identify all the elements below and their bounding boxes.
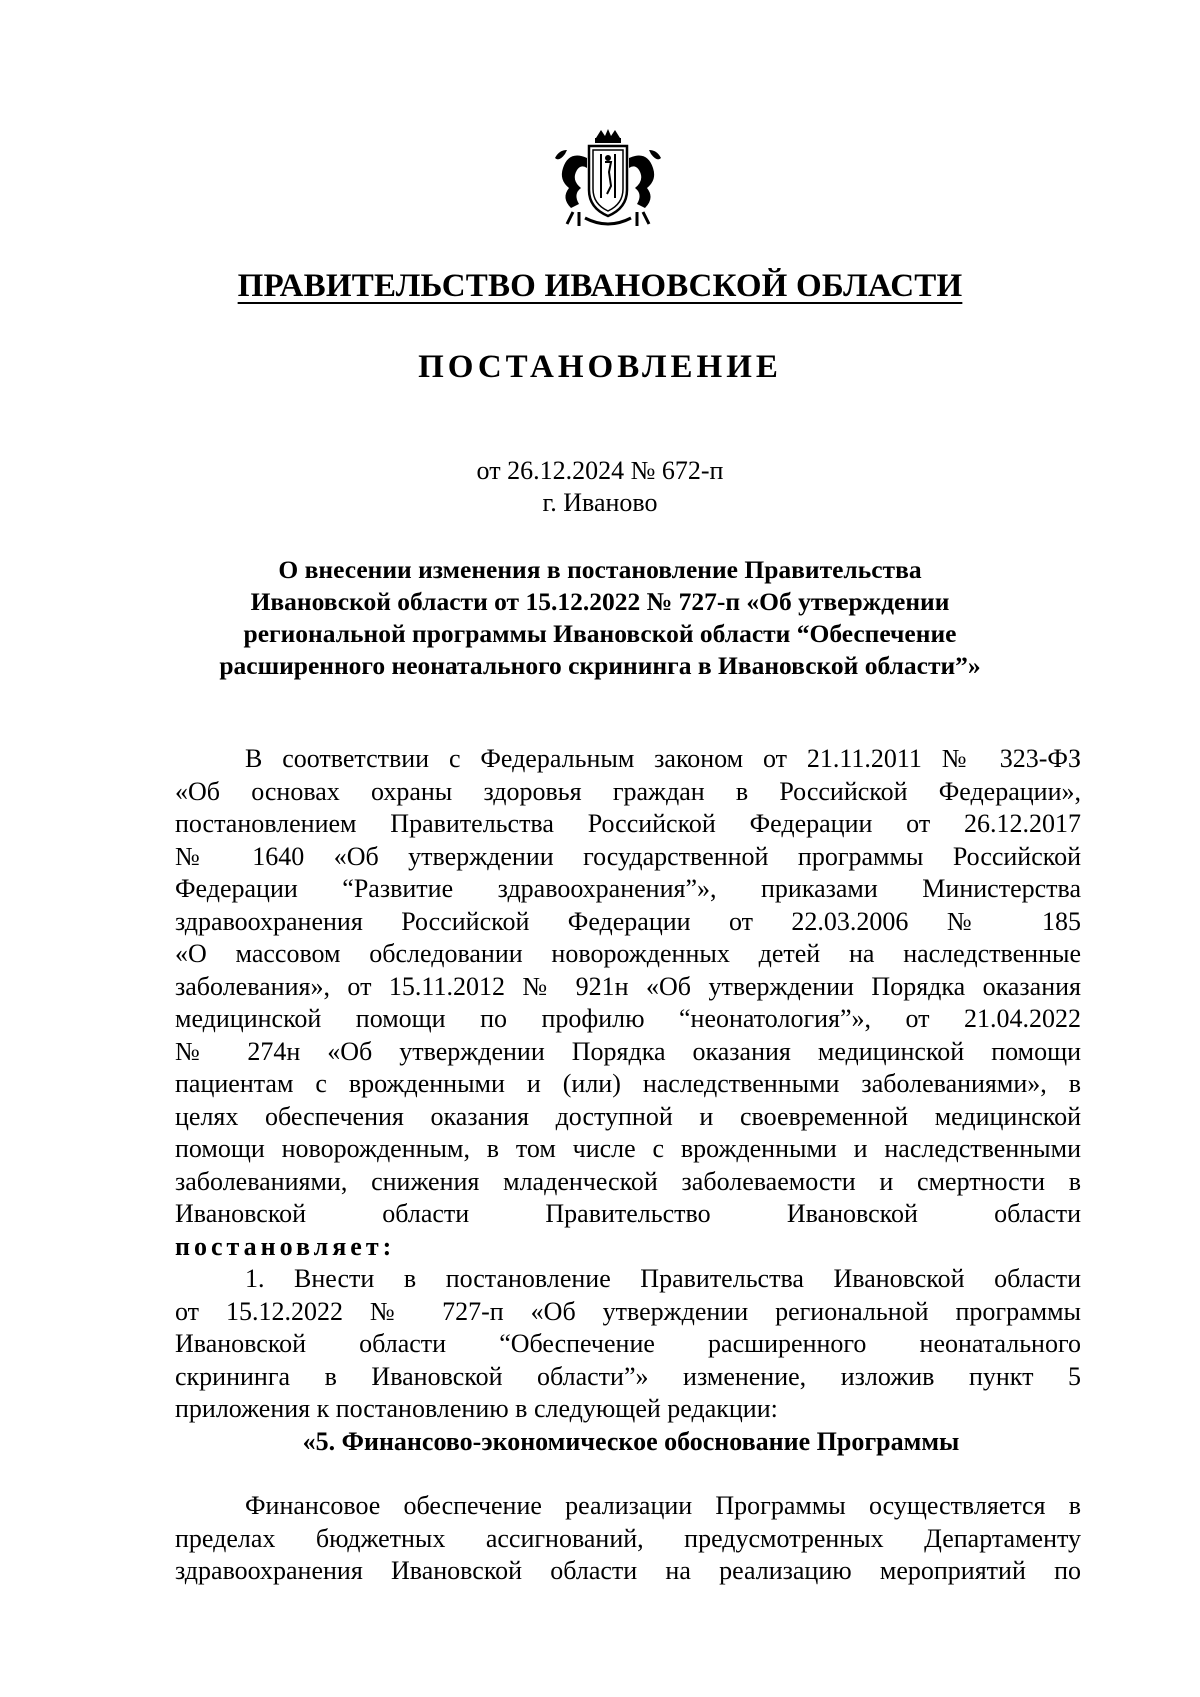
preamble-line: помощи новорожденным, в том числе с врожденными и наследственными <box>175 1134 1081 1163</box>
preamble-line: заболеваниями, снижения младенческой заболеваемости и смертности в <box>175 1166 1081 1196</box>
preamble-line: заболевания», от 15.11.2012 № 921н «Об утверждении Порядка оказания <box>175 971 1081 1001</box>
preamble <box>175 743 1081 1263</box>
item-1 <box>175 1263 1081 1426</box>
preamble-line: медицинской помощи по профилю “неонатология”», от 21.04.2022 <box>175 1004 1081 1033</box>
preamble-line: № 274н «Об утверждении Порядка оказания медицинской помощи <box>175 1036 1081 1066</box>
preamble-line: целях обеспечения оказания доступной и своевременной медицинской <box>175 1101 1081 1131</box>
preamble-line: Ивановской области Правительство Ивановской области <box>175 1199 1081 1228</box>
document-meta <box>0 455 1200 519</box>
preamble-line: № 1640 «Об утверждении государственной программы Российской <box>175 841 1081 871</box>
subject-line: расширенного неонатального скрининга в Ивановской области”» <box>219 651 981 680</box>
finance-paragraph <box>175 1490 1081 1588</box>
section-title: «5. Финансово-экономическое обоснование Программы <box>302 1426 960 1456</box>
finance-line: Финансовое обеспечение реализации Программы осуществляется в <box>245 1491 1081 1520</box>
date-number: от 26.12.2024 № 672-п <box>476 456 724 485</box>
finance-line: здравоохранения Ивановской области на реализацию мероприятий по <box>175 1556 1081 1585</box>
document-body <box>175 743 1081 1588</box>
item-line: скрининга в Ивановской области”» изменение, изложив пункт 5 <box>175 1361 1081 1391</box>
preamble-line: Федерации “Развитие здравоохранения”», приказами Министерства <box>175 874 1081 903</box>
item-line: от 15.12.2022 № 727-п «Об утверждении региональной программы <box>175 1296 1081 1326</box>
spacer <box>175 1458 1081 1490</box>
item-line: 1. Внести в постановление Правительства Ивановской области <box>245 1264 1081 1293</box>
preamble-line: «О массовом обследовании новорожденных детей на наследственные <box>175 939 1081 968</box>
coat-of-arms-icon <box>549 128 667 232</box>
subject-line: О внесении изменения в постановление Правительства <box>278 555 922 584</box>
subject-line: региональной программы Ивановской области “Обеспечение <box>243 619 957 648</box>
preamble-line: В соответствии с Федеральным законом от 21.11.2011 № 323-ФЗ <box>245 744 1081 773</box>
subject-line: Ивановской области от 15.12.2022 № 727-п «Об утверждении <box>250 587 950 616</box>
item-line: приложения к постановлению в следующей редакции: <box>175 1394 778 1423</box>
preamble-line: здравоохранения Российской Федерации от 22.03.2006 № 185 <box>175 906 1081 936</box>
document-type: ПОСТАНОВЛЕНИЕ <box>418 349 782 385</box>
finance-line: пределах бюджетных ассигнований, предусмотренных Департаменту <box>175 1523 1081 1553</box>
document-subject <box>190 554 1010 682</box>
government-title: ПРАВИТЕЛЬСТВО ИВАНОВСКОЙ ОБЛАСТИ <box>237 268 963 304</box>
item-line: Ивановской области “Обеспечение расширенного неонатального <box>175 1329 1081 1358</box>
preamble-line: пациентам с врожденными и (или) наследственными заболеваниями», в <box>175 1069 1081 1098</box>
resolves-word: постановляет: <box>175 1231 396 1261</box>
city: г. Иваново <box>542 488 658 517</box>
preamble-line: «Об основах охраны здоровья граждан в Российской Федерации», <box>175 776 1081 806</box>
preamble-line: постановлением Правительства Российской Федерации от 26.12.2017 <box>175 809 1081 838</box>
